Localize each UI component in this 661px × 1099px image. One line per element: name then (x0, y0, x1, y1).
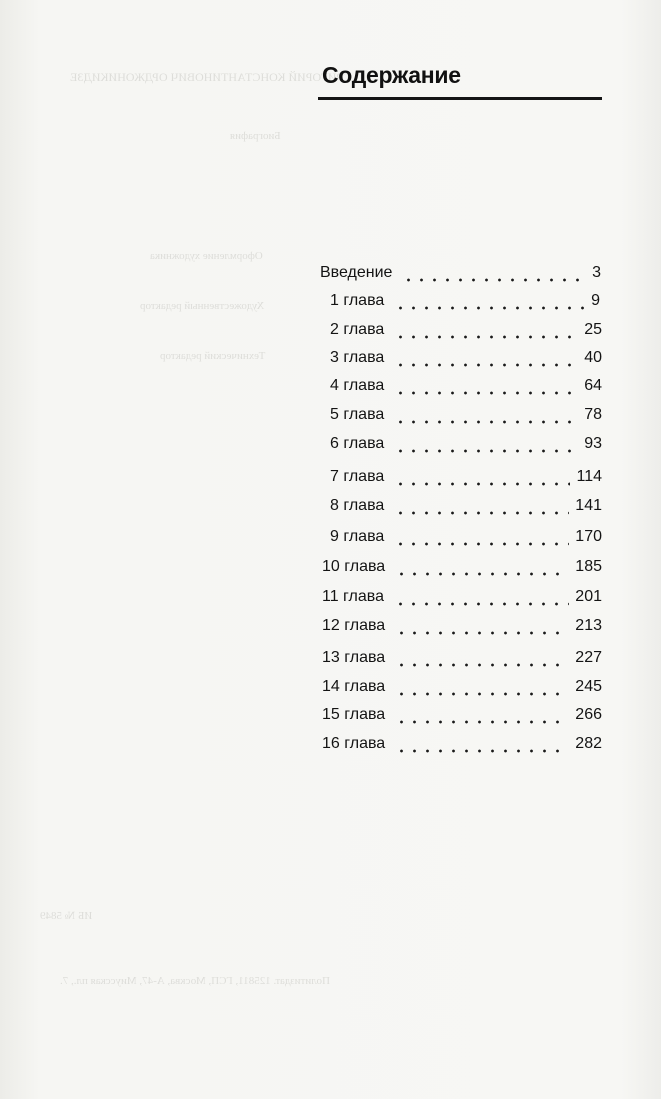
show-through-decoration: Биография (230, 130, 281, 142)
toc-entry-label: 7 глава (330, 468, 385, 485)
toc-entry (322, 647, 602, 669)
dot-leader (394, 404, 578, 426)
dot-leader (394, 433, 578, 455)
toc-entry-label: 3 глава (330, 349, 385, 366)
dot-leader (395, 556, 569, 578)
toc-entry-label: 11 глава (322, 588, 384, 605)
toc-entry (322, 586, 602, 608)
toc-entry (330, 433, 602, 455)
toc-entry-label: 1 глава (330, 292, 385, 309)
dot-leader (395, 647, 569, 669)
show-through-decoration: Художественный редактор (140, 300, 265, 312)
dot-leader (394, 526, 569, 548)
toc-entry-page: 3 (592, 264, 601, 281)
toc-entry-label: 6 глава (330, 435, 385, 452)
toc-entry-label: 14 глава (322, 678, 386, 695)
toc-entry-page: 114 (576, 468, 602, 485)
dot-leader (394, 495, 569, 517)
dot-leader (395, 704, 569, 726)
toc-entry-label: 5 глава (330, 406, 385, 423)
toc-entry (330, 466, 602, 488)
show-through-decoration: ИБ № 5849 (40, 910, 93, 922)
toc-entry-page: 245 (575, 678, 602, 695)
toc-entry (330, 404, 602, 426)
toc-entry-page: 9 (591, 292, 600, 309)
toc-entry-page: 227 (575, 649, 602, 666)
toc-entry-page: 93 (584, 435, 602, 452)
toc-entry (330, 319, 602, 341)
toc-entry-page: 25 (584, 321, 602, 338)
toc-entry-page: 266 (575, 706, 602, 723)
dot-leader (395, 615, 569, 637)
toc-entry-page: 78 (584, 406, 602, 423)
toc-entry-label: 16 глава (322, 735, 386, 752)
toc-entry-page: 40 (584, 349, 602, 366)
toc-entry-label: 8 глава (330, 497, 385, 514)
show-through-decoration: ГРИГОРИЙ КОНСТАНТИНОВИЧ ОРДЖОНИКИДЗЕ (70, 70, 351, 84)
toc-entry-page: 170 (575, 528, 602, 545)
toc-entry-label: 2 глава (330, 321, 385, 338)
toc-entry (330, 375, 602, 397)
dot-leader (395, 733, 569, 755)
title-underline (318, 97, 602, 100)
toc-entry (322, 556, 602, 578)
toc-entry (330, 526, 602, 548)
toc-entry (322, 704, 602, 726)
toc-entry-label: 13 глава (322, 649, 386, 666)
dot-leader (394, 290, 584, 312)
toc-entry-label: 4 глава (330, 377, 385, 394)
dot-leader (394, 466, 570, 488)
show-through-decoration: Оформление художника (150, 250, 263, 262)
toc-entry-page: 185 (575, 558, 602, 575)
toc-entry (320, 262, 601, 284)
toc-entry (330, 495, 602, 517)
toc-entry-label: 9 глава (330, 528, 385, 545)
toc-entry-label: Введение (320, 264, 393, 281)
dot-leader (402, 262, 585, 284)
dot-leader (394, 586, 569, 608)
toc-entry-label: 10 глава (322, 558, 386, 575)
toc-entry (330, 347, 602, 369)
dot-leader (394, 375, 578, 397)
toc-entry-page: 213 (575, 617, 602, 634)
toc-entry-page: 282 (575, 735, 602, 752)
show-through-decoration: Политиздат. 125811, ГСП, Москва, А-47, Миусская пл., 7. (60, 975, 330, 987)
page-title: Содержание (322, 62, 461, 88)
dot-leader (395, 676, 569, 698)
toc-entry-page: 141 (575, 497, 602, 514)
toc-entry-label: 15 глава (322, 706, 386, 723)
toc-entry (330, 290, 600, 312)
toc-entry (322, 676, 602, 698)
toc-entry-page: 201 (575, 588, 602, 605)
show-through-decoration: Технический редактор (160, 350, 266, 362)
toc-entry-page: 64 (584, 377, 602, 394)
dot-leader (394, 347, 578, 369)
toc-entry (322, 733, 602, 755)
toc-entry (322, 615, 602, 637)
toc-entry-label: 12 глава (322, 617, 386, 634)
dot-leader (394, 319, 578, 341)
